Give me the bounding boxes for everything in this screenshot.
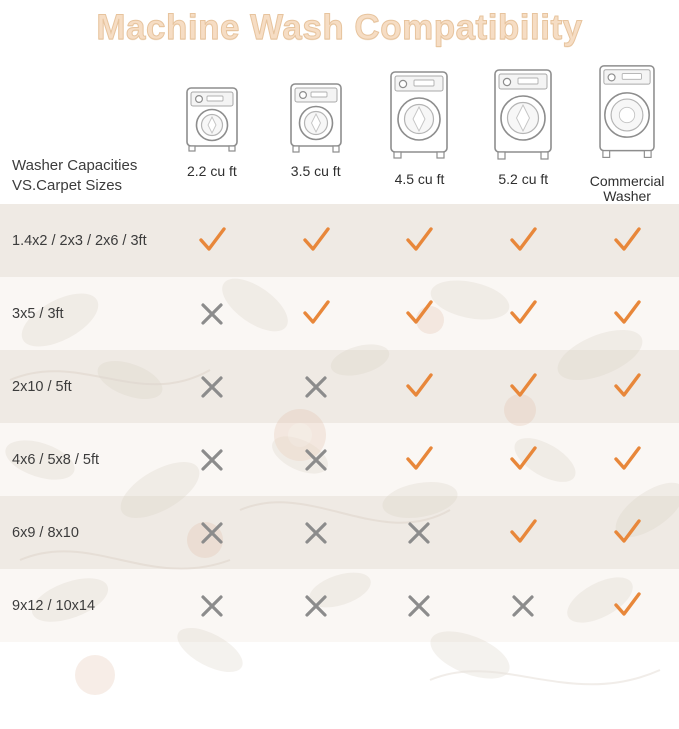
- cell-1-4: [575, 277, 679, 350]
- header-corner-label-line2: VS.Carpet Sizes: [12, 177, 123, 194]
- cell-1-3: [471, 277, 575, 350]
- row-label: 6x9 / 8x10: [12, 524, 79, 541]
- cross-mark-icon: [302, 373, 330, 401]
- cell-4-4: [575, 496, 679, 569]
- check-mark-icon: [300, 298, 332, 330]
- header-corner-label-line1: Washer Capacities: [12, 157, 138, 174]
- check-mark-icon: [403, 225, 435, 257]
- cell-0-4: [575, 204, 679, 277]
- check-mark-icon: [403, 298, 435, 330]
- cross-mark-icon: [302, 519, 330, 547]
- header-corner-label: [0, 56, 160, 196]
- cell-5-3: [471, 569, 575, 642]
- cell-3-0: [160, 423, 264, 496]
- cell-5-4: [575, 569, 679, 642]
- row-label: 2x10 / 5ft: [12, 378, 72, 395]
- washing-machine-icon: [490, 62, 556, 166]
- check-mark-icon: [611, 590, 643, 622]
- table-row: [0, 350, 679, 423]
- column-header-4: [575, 56, 679, 204]
- washing-machine-icon: [181, 62, 243, 158]
- title-bar: [0, 0, 679, 56]
- row-label: 3x5 / 3ft: [12, 305, 64, 322]
- cell-2-0: [160, 350, 264, 423]
- check-mark-icon: [611, 371, 643, 403]
- page-title: Machine Wash Compatibility: [96, 8, 583, 47]
- check-mark-icon: [507, 298, 539, 330]
- cell-1-2: [368, 277, 472, 350]
- check-mark-icon: [611, 298, 643, 330]
- cell-1-0: [160, 277, 264, 350]
- table-row: [0, 569, 679, 642]
- washing-machine-icon: [594, 62, 660, 168]
- compatibility-table: [0, 56, 679, 642]
- row-label: 4x6 / 5x8 / 5ft: [12, 451, 100, 468]
- cross-mark-icon: [302, 446, 330, 474]
- cell-3-4: [575, 423, 679, 496]
- column-header-0: [160, 56, 264, 204]
- check-mark-icon: [611, 225, 643, 257]
- cell-4-0: [160, 496, 264, 569]
- check-mark-icon: [507, 371, 539, 403]
- check-mark-icon: [196, 225, 228, 257]
- cell-3-1: [264, 423, 368, 496]
- cell-3-3: [471, 423, 575, 496]
- cell-0-3: [471, 204, 575, 277]
- check-mark-icon: [403, 444, 435, 476]
- cell-0-2: [368, 204, 472, 277]
- cell-5-2: [368, 569, 472, 642]
- column-header-label-0: 2.2 cu ft: [186, 163, 237, 179]
- column-header-label-3: 5.2 cu ft: [498, 171, 549, 187]
- table-row: [0, 204, 679, 277]
- check-mark-icon: [507, 517, 539, 549]
- cell-5-0: [160, 569, 264, 642]
- column-header-label-1: 3.5 cu ft: [290, 163, 341, 179]
- cell-4-1: [264, 496, 368, 569]
- cell-0-1: [264, 204, 368, 277]
- row-label: 9x12 / 10x14: [12, 597, 96, 614]
- washing-machine-icon: [285, 62, 347, 158]
- cell-0-0: [160, 204, 264, 277]
- column-header-2: [368, 56, 472, 204]
- check-mark-icon: [403, 371, 435, 403]
- cell-2-1: [264, 350, 368, 423]
- cross-mark-icon: [405, 519, 433, 547]
- check-mark-icon: [507, 225, 539, 257]
- check-mark-icon: [611, 444, 643, 476]
- cell-4-2: [368, 496, 472, 569]
- check-mark-icon: [300, 225, 332, 257]
- check-mark-icon: [611, 517, 643, 549]
- washing-machine-icon: [386, 62, 452, 166]
- column-header-label-4: Commercial Washer: [589, 173, 665, 204]
- cell-5-1: [264, 569, 368, 642]
- cell-2-2: [368, 350, 472, 423]
- cross-mark-icon: [509, 592, 537, 620]
- cell-2-3: [471, 350, 575, 423]
- cell-2-4: [575, 350, 679, 423]
- column-header-1: [264, 56, 368, 204]
- cell-4-3: [471, 496, 575, 569]
- table-row: [0, 423, 679, 496]
- cross-mark-icon: [405, 592, 433, 620]
- table-row: [0, 496, 679, 569]
- cell-1-1: [264, 277, 368, 350]
- table-row: [0, 277, 679, 350]
- cross-mark-icon: [198, 519, 226, 547]
- table-header-row: [0, 56, 679, 204]
- cross-mark-icon: [198, 373, 226, 401]
- row-label: 1.4x2 / 2x3 / 2x6 / 3ft: [12, 232, 147, 249]
- column-header-label-2: 4.5 cu ft: [394, 171, 445, 187]
- check-mark-icon: [507, 444, 539, 476]
- cross-mark-icon: [198, 592, 226, 620]
- cross-mark-icon: [302, 592, 330, 620]
- cell-3-2: [368, 423, 472, 496]
- cross-mark-icon: [198, 446, 226, 474]
- cross-mark-icon: [198, 300, 226, 328]
- column-header-3: [471, 56, 575, 204]
